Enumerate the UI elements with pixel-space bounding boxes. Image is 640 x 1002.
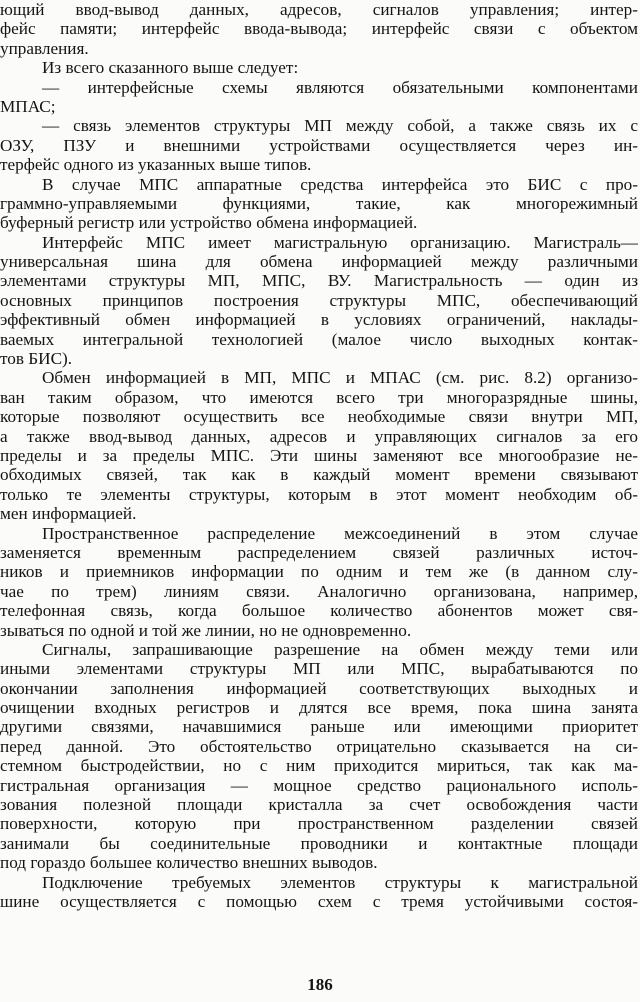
text-line: а также ввод-вывод данных, адресов и управляющих сигналов за его [0,426,638,446]
text-line: МПАС; [0,96,56,116]
text-line: заменяется временным распределением связей различных источ- [0,542,638,562]
text-line: очищении входных регистров и длятся все время, пока шина занята [0,698,638,718]
paragraph [0,78,640,117]
paragraph [0,368,640,523]
paragraph [0,175,640,233]
text-line: В случае МПС аппаратные средства интерфейса это БИС с про- [42,174,638,194]
text-line: которые позволяют осуществить все необходимые связи внутри МП, [0,407,638,427]
text-line: Обмен информацией в МП, МПС и МПАС (см. рис. 8.2) организо- [42,368,638,388]
text-line: другими связями, начавшимися раньше или имеющими приоритет [0,717,638,737]
text-line: ваемых интегральной технологией (малое число выходных контак- [0,329,638,349]
paragraph [0,640,640,873]
text-line: телефонная связь, когда большое количество абонентов может свя- [0,601,638,621]
text-line: поверхности, которую при пространственном разделении связей [0,814,638,834]
text-line: обходимых связей, так как в каждый момент времени связывают [0,465,638,485]
text-line: элементами структуры МП, МПС, ВУ. Магистральность — один из [0,271,638,291]
text-line: под гораздо большее количество внешних выводов. [0,853,378,873]
text-line: буферный регистр или устройство обмена информацией. [0,213,418,233]
paragraph [0,524,640,640]
text-line: стемном быстродействии, но с ним приходится мириться, так как ма- [0,756,638,776]
page-number: 186 [307,975,333,994]
text-line: управления. [0,38,89,58]
text-line: граммно-управляемыми функциями, такие, как многорежимный [0,193,638,213]
text-line: ников и приемников информации по одним и тем же (в данном слу- [0,562,638,582]
paragraph [0,233,640,369]
text-line: ющий ввод-вывод данных, адресов, сигналов управления; интер- [0,0,638,19]
text-line: окончании заполнения информацией соответствующих выходных и [0,678,638,698]
paragraph [0,873,640,912]
text-line: мен информацией. [0,504,137,524]
text-line: фейс памяти; интерфейс ввода-вывода; интерфейс связи с объектом [0,19,638,39]
text-line: чае по трем) линиям связи. Аналогично организована, например, [0,581,638,601]
text-line: ван таким образом, что имеются всего три многоразрядные шины, [0,387,638,407]
text-line: занимали бы соединительные проводники и контактные площади [0,833,638,853]
paragraph [0,0,640,58]
text-line: пределы и за пределы МПС. Эти шины заменяют все многообразие не- [0,445,638,465]
text-line: тов БИС). [0,349,73,369]
text-line: Интерфейс МПС имеет магистральную организацию. Магистраль— [42,232,638,252]
text-line: терфейс одного из указанных выше типов. [0,155,312,175]
paragraph [0,116,640,174]
paragraph [0,58,640,77]
text-line: зываться по одной и той же линии, но не одновременно. [0,620,412,640]
text-line: гистральная организация — мощное средство рационального исполь- [0,775,638,795]
text-line: зования полезной площади кристалла за счет освобождения части [0,795,638,815]
text-line: — связь элементов структуры МП между собой, а также связь их с [42,116,638,136]
text-line: основных принципов построения структуры МПС, обеспечивающий [0,290,638,310]
text-line: перед данной. Это обстоятельство отрицательно сказывается на си- [0,736,638,756]
text-line: эффективный обмен информацией в условиях ограничений, наклады- [0,310,638,330]
text-line: Пространственное распределение межсоединений в этом случае [42,523,638,543]
text-line: — интерфейсные схемы являются обязательными компонентами [42,77,638,97]
text-line: ОЗУ, ПЗУ и внешними устройствами осуществляется через ин- [0,135,638,155]
text-line: шине осуществляется с помощью схем с тремя устойчивыми состоя- [0,891,638,911]
text-line: Из всего сказанного выше следует: [42,58,299,78]
text-line: только те элементы структуры, которым в этот момент необходим об- [0,484,638,504]
text-line: иными элементами структуры МП или МПС, вырабатываются по [0,659,638,679]
text-line: универсальная шина для обмена информацией между различными [0,252,638,272]
text-line: Сигналы, запрашивающие разрешение на обмен между теми или [42,639,638,659]
text-line: Подключение требуемых элементов структуры к магистральной [42,872,638,892]
